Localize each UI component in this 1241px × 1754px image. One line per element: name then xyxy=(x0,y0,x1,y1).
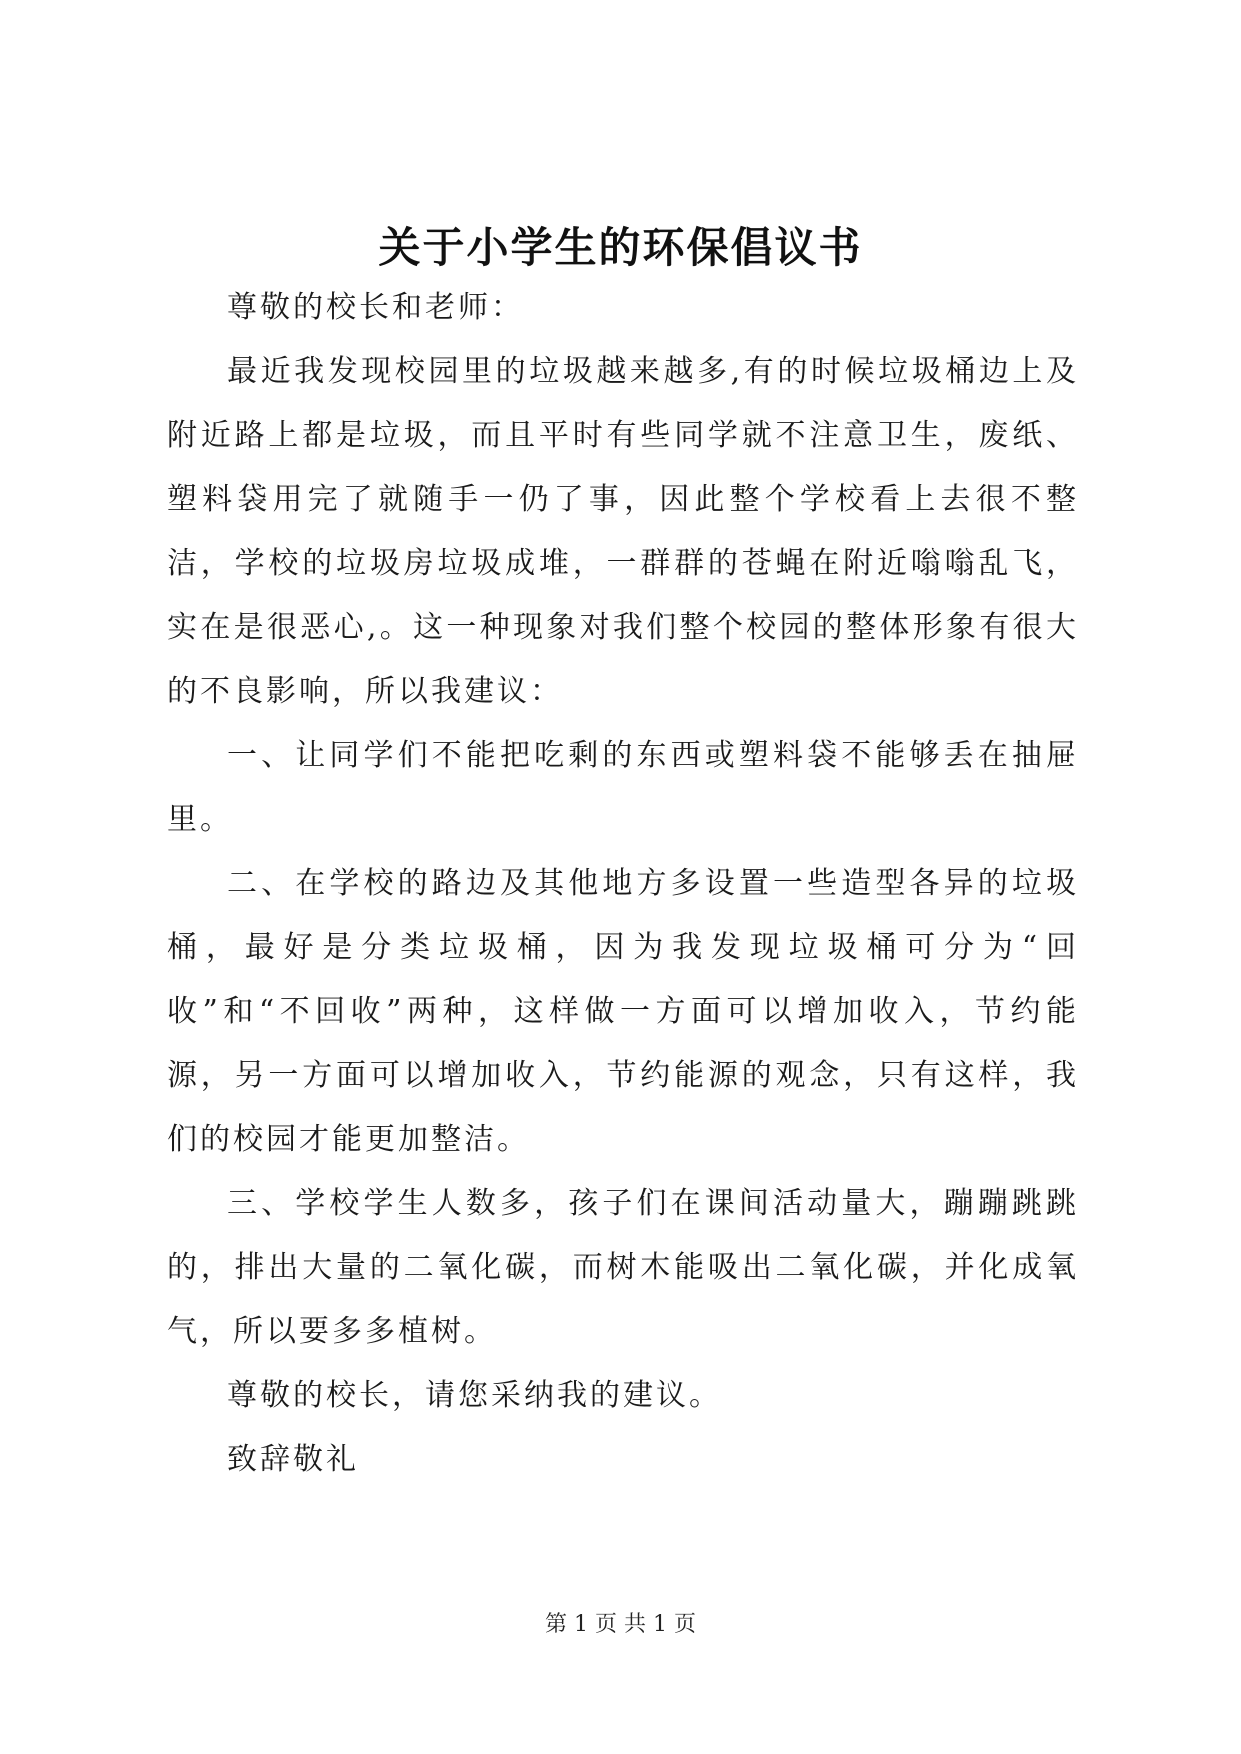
page-number-footer: 第 1 页 共 1 页 xyxy=(545,1612,696,1637)
suggestion-three: 三、学校学生人数多，孩子们在课间活动量大，蹦蹦跳跳的，排出大量的二氧化碳，而树木能吸出二氧化碳，并化成氧气，所以要多多植树。 xyxy=(167,1186,1079,1349)
document-title: 关于小学生的环保倡议书 xyxy=(378,223,863,272)
document-body xyxy=(167,276,1079,1492)
closing-request: 尊敬的校长，请您采纳我的建议。 xyxy=(227,1378,722,1413)
salutation: 尊敬的校长和老师： xyxy=(227,290,524,325)
closing-salute: 致辞敬礼 xyxy=(227,1442,359,1477)
body-paragraph: 最近我发现校园里的垃圾越来越多,有的时候垃圾桶边上及附近路上都是垃圾，而且平时有些同学就不注意卫生，废纸、塑料袋用完了就随手一仍了事，因此整个学校看上去很不整洁，学校的垃圾房垃圾成堆，一群群的苍蝇在附近嗡嗡乱飞，实在是很恶心,。这一种现象对我们整个校园的整体形象有很大的不良影响，所以我建议： xyxy=(167,354,1079,709)
suggestion-one: 一、让同学们不能把吃剩的东西或塑料袋不能够丢在抽屉里。 xyxy=(167,738,1079,837)
suggestion-two: 二、在学校的路边及其他地方多设置一些造型各异的垃圾桶，最好是分类垃圾桶，因为我发现垃圾桶可分为“回收”和“不回收”两种，这样做一方面可以增加收入，节约能源，另一方面可以增加收入，节约能源的观念，只有这样，我们的校园才能更加整洁。 xyxy=(167,866,1079,1157)
